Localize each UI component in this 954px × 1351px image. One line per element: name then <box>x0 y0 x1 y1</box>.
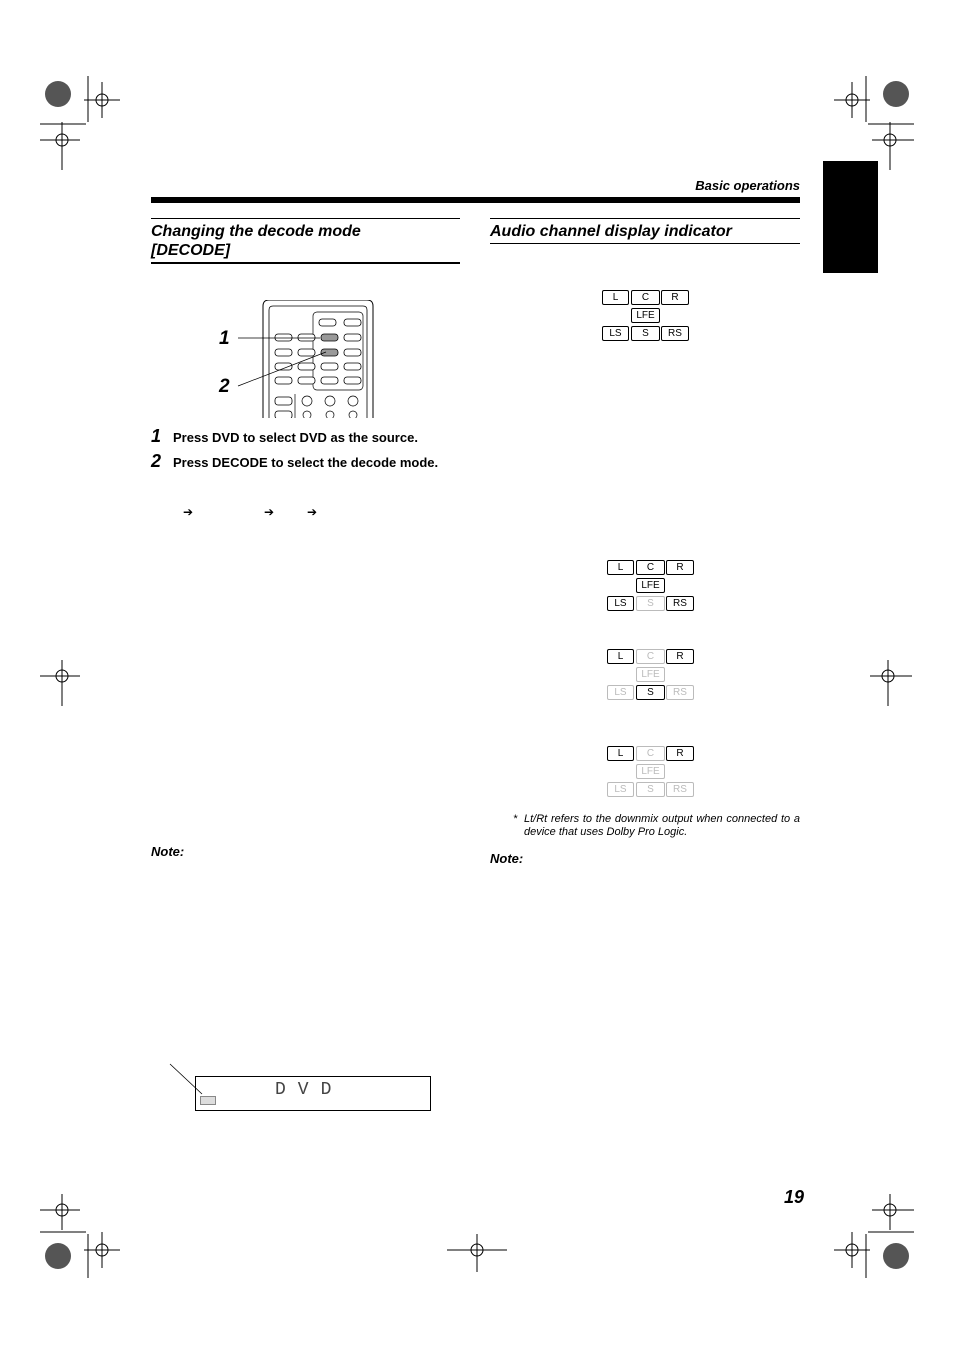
callout-1: 1 <box>219 328 230 349</box>
note-label: Note: <box>151 844 185 859</box>
channel-s: S <box>636 596 665 611</box>
arrow-right-icon: ➔ <box>264 505 275 519</box>
section-rule <box>490 218 800 219</box>
registration-mark-icon <box>40 660 90 710</box>
registration-mark-icon <box>866 660 916 710</box>
footnote-text: Lt/Rt refers to the downmix output when connected to a device that uses Dolby Pro Logic. <box>524 813 800 838</box>
channel-l: L <box>607 560 634 575</box>
channel-s: S <box>631 326 660 341</box>
channel-ls: LS <box>607 596 634 611</box>
registration-mark-icon <box>40 76 140 176</box>
channel-rs: RS <box>666 782 694 797</box>
channel-rs: RS <box>661 326 689 341</box>
lcd-text: DVD <box>275 1080 344 1100</box>
section-label: Basic operations <box>695 178 800 193</box>
registration-mark-icon <box>814 76 914 176</box>
channel-c: C <box>636 649 665 664</box>
step-number: 1 <box>151 426 162 446</box>
page-number: 19 <box>784 1187 805 1207</box>
channel-l: L <box>607 649 634 664</box>
channel-ls: LS <box>607 782 634 797</box>
channel-ls: LS <box>602 326 629 341</box>
channel-c: C <box>636 560 665 575</box>
channel-c: C <box>631 290 660 305</box>
channel-lfe: LFE <box>631 308 660 323</box>
registration-mark-icon <box>814 1190 914 1280</box>
channel-s: S <box>636 782 665 797</box>
note-label: Note: <box>490 851 524 866</box>
registration-mark-icon <box>40 1190 140 1280</box>
step-text: Press DVD to select DVD as the source. <box>173 430 418 445</box>
channel-c: C <box>636 746 665 761</box>
step-number: 2 <box>151 451 162 471</box>
channel-rs: RS <box>666 685 694 700</box>
callout-2: 2 <box>219 376 230 397</box>
arrow-right-icon: ➔ <box>183 505 194 519</box>
section-title: Changing the decode mode [DECODE] <box>151 223 361 259</box>
language-tab <box>823 161 878 273</box>
channel-lfe: LFE <box>636 764 665 779</box>
channel-s: S <box>636 685 665 700</box>
channel-r: R <box>666 746 694 761</box>
channel-l: L <box>602 290 629 305</box>
header-rule <box>151 197 800 203</box>
registration-mark-icon <box>447 1234 507 1274</box>
callout-lines <box>230 330 340 390</box>
channel-r: R <box>661 290 689 305</box>
channel-lfe: LFE <box>636 667 665 682</box>
footnote-mark: * <box>513 813 518 825</box>
indicator-icon <box>200 1096 216 1105</box>
section-rule <box>151 262 460 264</box>
channel-lfe: LFE <box>636 578 665 593</box>
channel-r: R <box>666 649 694 664</box>
channel-l: L <box>607 746 634 761</box>
channel-ls: LS <box>607 685 634 700</box>
step-text: Press DECODE to select the decode mode. <box>173 455 439 470</box>
channel-r: R <box>666 560 694 575</box>
section-rule <box>490 243 800 244</box>
section-rule <box>151 218 460 219</box>
channel-rs: RS <box>666 596 694 611</box>
section-title: Audio channel display indicator <box>490 223 732 240</box>
arrow-right-icon: ➔ <box>307 505 318 519</box>
